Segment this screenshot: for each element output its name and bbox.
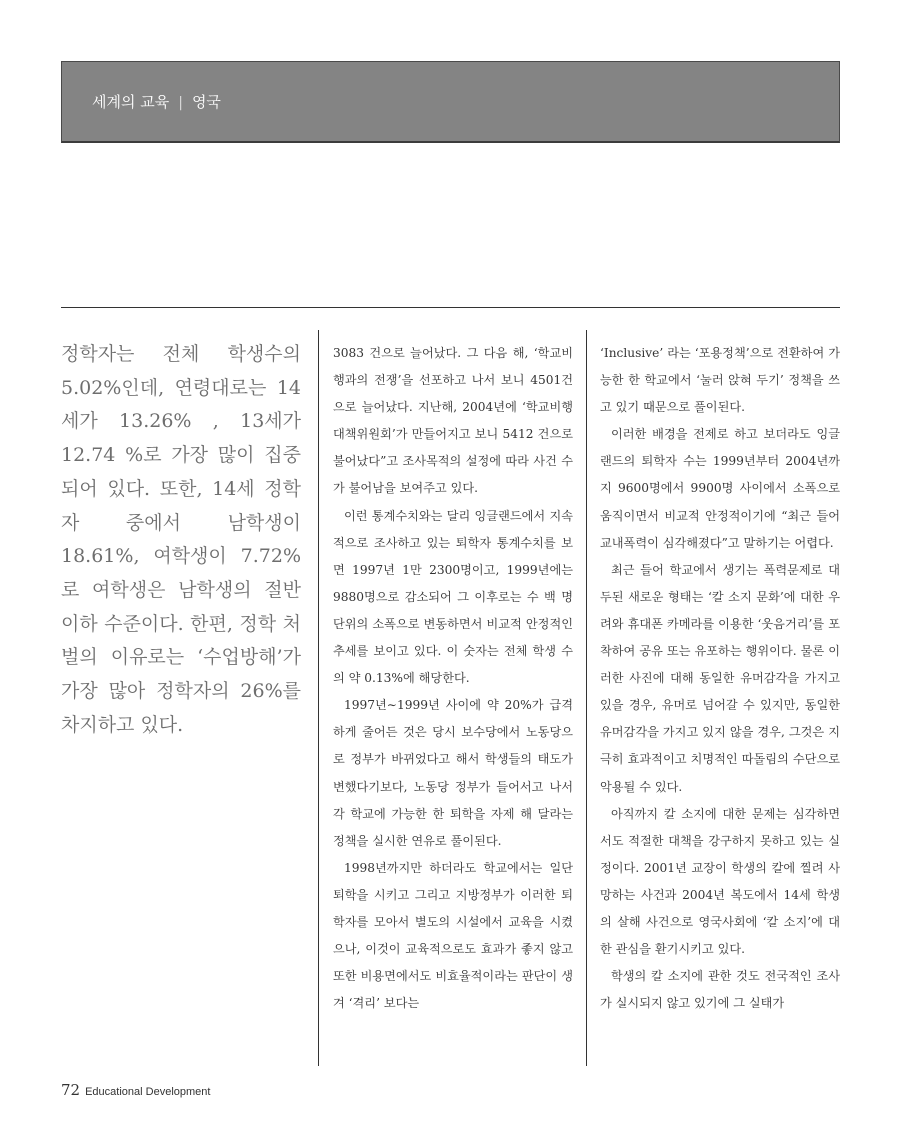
body-column-b <box>600 340 840 1017</box>
body-column-a <box>333 340 573 1017</box>
column-a-paragraph: 1998년까지만 하더라도 학교에서는 일단 퇴학을 시키고 그리고 지방정부가 이러한 퇴학자를 모아서 별도의 시설에서 교육을 시켰으나, 이것이 교육적으로도 효과가 좋지 않고 또한 비용면에서도 비효율적이라는 판단이 생겨 ‘격리’ 보다는 <box>333 860 573 1011</box>
column-b-paragraph: 이러한 배경을 전제로 하고 보더라도 잉글랜드의 퇴학자 수는 1999년부터 2004년까지 9600명에서 9900명 사이에서 소폭으로 움직이면서 비교적 안정적이기에 “최근 들어 교내폭력이 심각해졌다”고 말하기는 어렵다. <box>600 427 840 550</box>
pull-quote-text: 정학자는 전체 학생수의 5.02%인데, 연령대로는 14세가 13.26% , 13세가 12.74 %로 가장 많이 집중되어 있다. 또한, 14세 정학자 중에서 남학생이 18.61%, 여학생이 7.72%로 여학생은 남학생의 절반 이하 수준이다. 한편, 정학 처벌의 이유로는 ‘수업방해’가 가장 많아 정학자의 26%를 차지하고 있다. <box>61 343 301 736</box>
page-footer <box>61 1080 210 1099</box>
column-a-paragraph: 1997년∼1999년 사이에 약 20%가 급격하게 줄어든 것은 당시 보수당에서 노동당으로 정부가 바뀌었다고 해서 학생들의 태도가 변했다기보다, 노동당 정부가 들어서고 나서 각 학교에 가능한 한 퇴학을 자제 해 달라는 정책을 실시한 연유로 풀이된다. <box>333 698 573 848</box>
page-number: 72 <box>61 1081 81 1099</box>
column-b-paragraph: ‘Inclusive’ 라는 ‘포용정책’으로 전환하여 가능한 한 학교에서 ‘눌러 앉혀 두기’ 정책을 쓰고 있기 때문으로 풀이된다. <box>600 346 840 415</box>
column-b-paragraph: 최근 들어 학교에서 생기는 폭력문제로 대두된 새로운 형태는 ‘칼 소지 문화’에 대한 우려와 휴대폰 카메라를 이용한 ‘웃음거리’를 포착하여 공유 또는 유포하는 행위이다. 물론 이러한 사진에 대해 동일한 유머감각을 가지고 있을 경우, 유머로 넘어갈 수 있지만, 동일한 유머감각을 가지고 있지 않을 경우, 그것은 지극히 효과적이고 치명적인 따돌림의 수단으로 악용될 수 있다. <box>600 562 840 794</box>
header-separator: | <box>178 95 183 111</box>
column-a-paragraph: 3083 건으로 늘어났다. 그 다음 해, ‘학교비행과의 전쟁’을 선포하고 나서 보니 4501건으로 늘어났다. 지난해, 2004년에 ‘학교비행 대책위원회’가 만들어지고 보니 5412 건으로 불어났다”고 조사목적의 설정에 따라 사건 수가 불어남을 보여주고 있다. <box>333 346 573 496</box>
section-header-bar <box>61 61 840 143</box>
column-divider-right <box>586 330 587 1066</box>
column-b-paragraph: 학생의 칼 소지에 관한 것도 전국적인 조사가 실시되지 않고 있기에 그 실태가 <box>600 969 840 1011</box>
pull-quote <box>61 338 301 742</box>
country-title: 영국 <box>191 93 221 111</box>
section-title: 세계의 교육 <box>92 93 170 111</box>
column-b-paragraph: 아직까지 칼 소지에 대한 문제는 심각하면서도 적절한 대책을 강구하지 못하고 있는 실정이다. 2001년 교장이 학생의 칼에 찔려 사망하는 사건과 2004년 복도에서 14세 학생의 살해 사건으로 영국사회에 ‘칼 소지’에 대한 관심을 환기시키고 있다. <box>600 806 840 957</box>
column-divider-left <box>318 330 319 1066</box>
magazine-name: Educational Development <box>85 1086 211 1098</box>
section-header-text <box>92 91 221 112</box>
column-a-paragraph: 이런 통계수치와는 달리 잉글랜드에서 지속적으로 조사하고 있는 퇴학자 통계수치를 보면 1997년 1만 2300명이고, 1999년에는 9880명으로 감소되어 그 이후로는 수 백 명 단위의 소폭으로 변동하면서 비교적 안정적인 추세를 보이고 있다. 이 숫자는 전체 학생 수의 약 0.13%에 해당한다. <box>333 508 573 686</box>
horizontal-rule <box>61 307 840 308</box>
